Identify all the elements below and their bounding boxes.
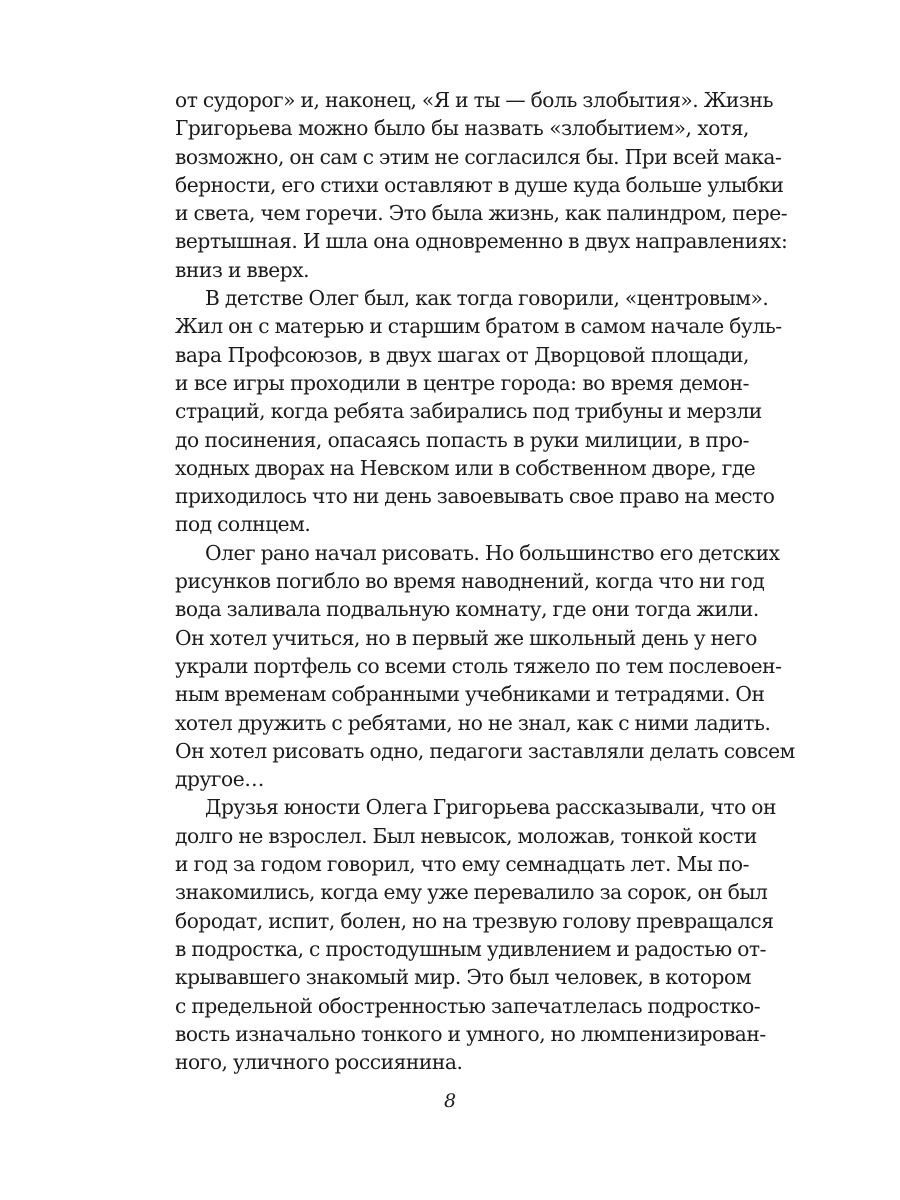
paragraph-1 [175,86,788,284]
text-line: Друзья юности Олега Григорьева рассказывали, что он [205,795,776,820]
text-line: и света, чем горечи. Это была жизнь, как палиндром, пере- [175,201,788,226]
text-line: Он хотел рисовать одно, педагоги заставляли делать совсем [175,738,795,763]
text-line: и все игры проходили в центре города: во время демон- [175,370,749,395]
text-line: страций, когда ребята забирались под трибуны и мерзли [175,399,762,424]
text-line: Он хотел учиться, но в первый же школьный день у него [175,625,757,650]
text-line: ным временам собранными учебниками и тетрадями. Он [175,682,765,707]
text-line: вертышная. И шла она одновременно в двух направлениях: [175,229,788,254]
text-line: возможно, он сам с этим не согласился бы. При всей мака- [175,144,782,169]
text-line: рисунков погибло во время наводнений, когда что ни год [175,569,765,594]
text-line: вара Профсоюзов, в двух шагах от Дворцовой площади, [175,342,749,367]
text-line: Жил он с матерью и старшим братом в самом начале буль- [175,314,782,339]
text-line: берности, его стихи оставляют в душе куда больше улыбки [175,172,784,197]
text-line: вода заливала подвальную комнату, где они тогда жили. [175,597,759,622]
text-line: крывавшего знакомый мир. Это был человек, в котором [175,965,751,990]
text-line: украли портфель со всеми столь тяжело по тем послевоен- [175,653,782,678]
text-line: ходных дворах на Невском или в собственном дворе, где [175,455,756,480]
text-line: в подростка, с простодушным удивлением и радостью от- [175,936,767,961]
text-line: под солнцем. [175,512,311,537]
text-line: с предельной обостренностью запечатлелась подростко- [175,993,761,1018]
text-line: ного, уличного россиянина. [175,1050,463,1075]
text-line: вость изначально тонкого и умного, но люмпенизирован- [175,1021,766,1046]
page-number: 8 [443,1090,457,1112]
paragraph-3 [175,539,795,794]
text-line: хотел дружить с ребятами, но не знал, как с ними ладить. [175,710,771,735]
text-line: до посинения, опасаясь попасть в руки милиции, в про- [175,427,749,452]
paragraph-4 [175,793,776,1076]
text-line: долго не взрослел. Был невысок, моложав, тонкой кости [175,823,757,848]
text-line: приходилось что ни день завоевывать свое право на место [175,484,775,509]
text-line: от судорог» и, наконец, «Я и ты — боль злобытия». Жизнь [175,88,774,112]
text-line: вниз и вверх. [175,257,310,282]
text-line: другое… [175,767,264,792]
text-line: Олег рано начал рисовать. Но большинство его детских [205,540,780,565]
paragraph-2 [175,284,782,539]
body-text [175,86,795,1076]
text-line: В детстве Олег был, как тогда говорили, «центровым». [205,286,769,311]
text-line: знакомились, когда ему уже перевалило за сорок, он был [175,880,768,905]
text-line: Григорьева можно было бы назвать «злобытием», хотя, [175,116,749,141]
text-line: бородат, испит, болен, но на трезвую голову превращался [175,908,774,933]
text-line: и год за годом говорил, что ему семнадцать лет. Мы по- [175,852,749,877]
